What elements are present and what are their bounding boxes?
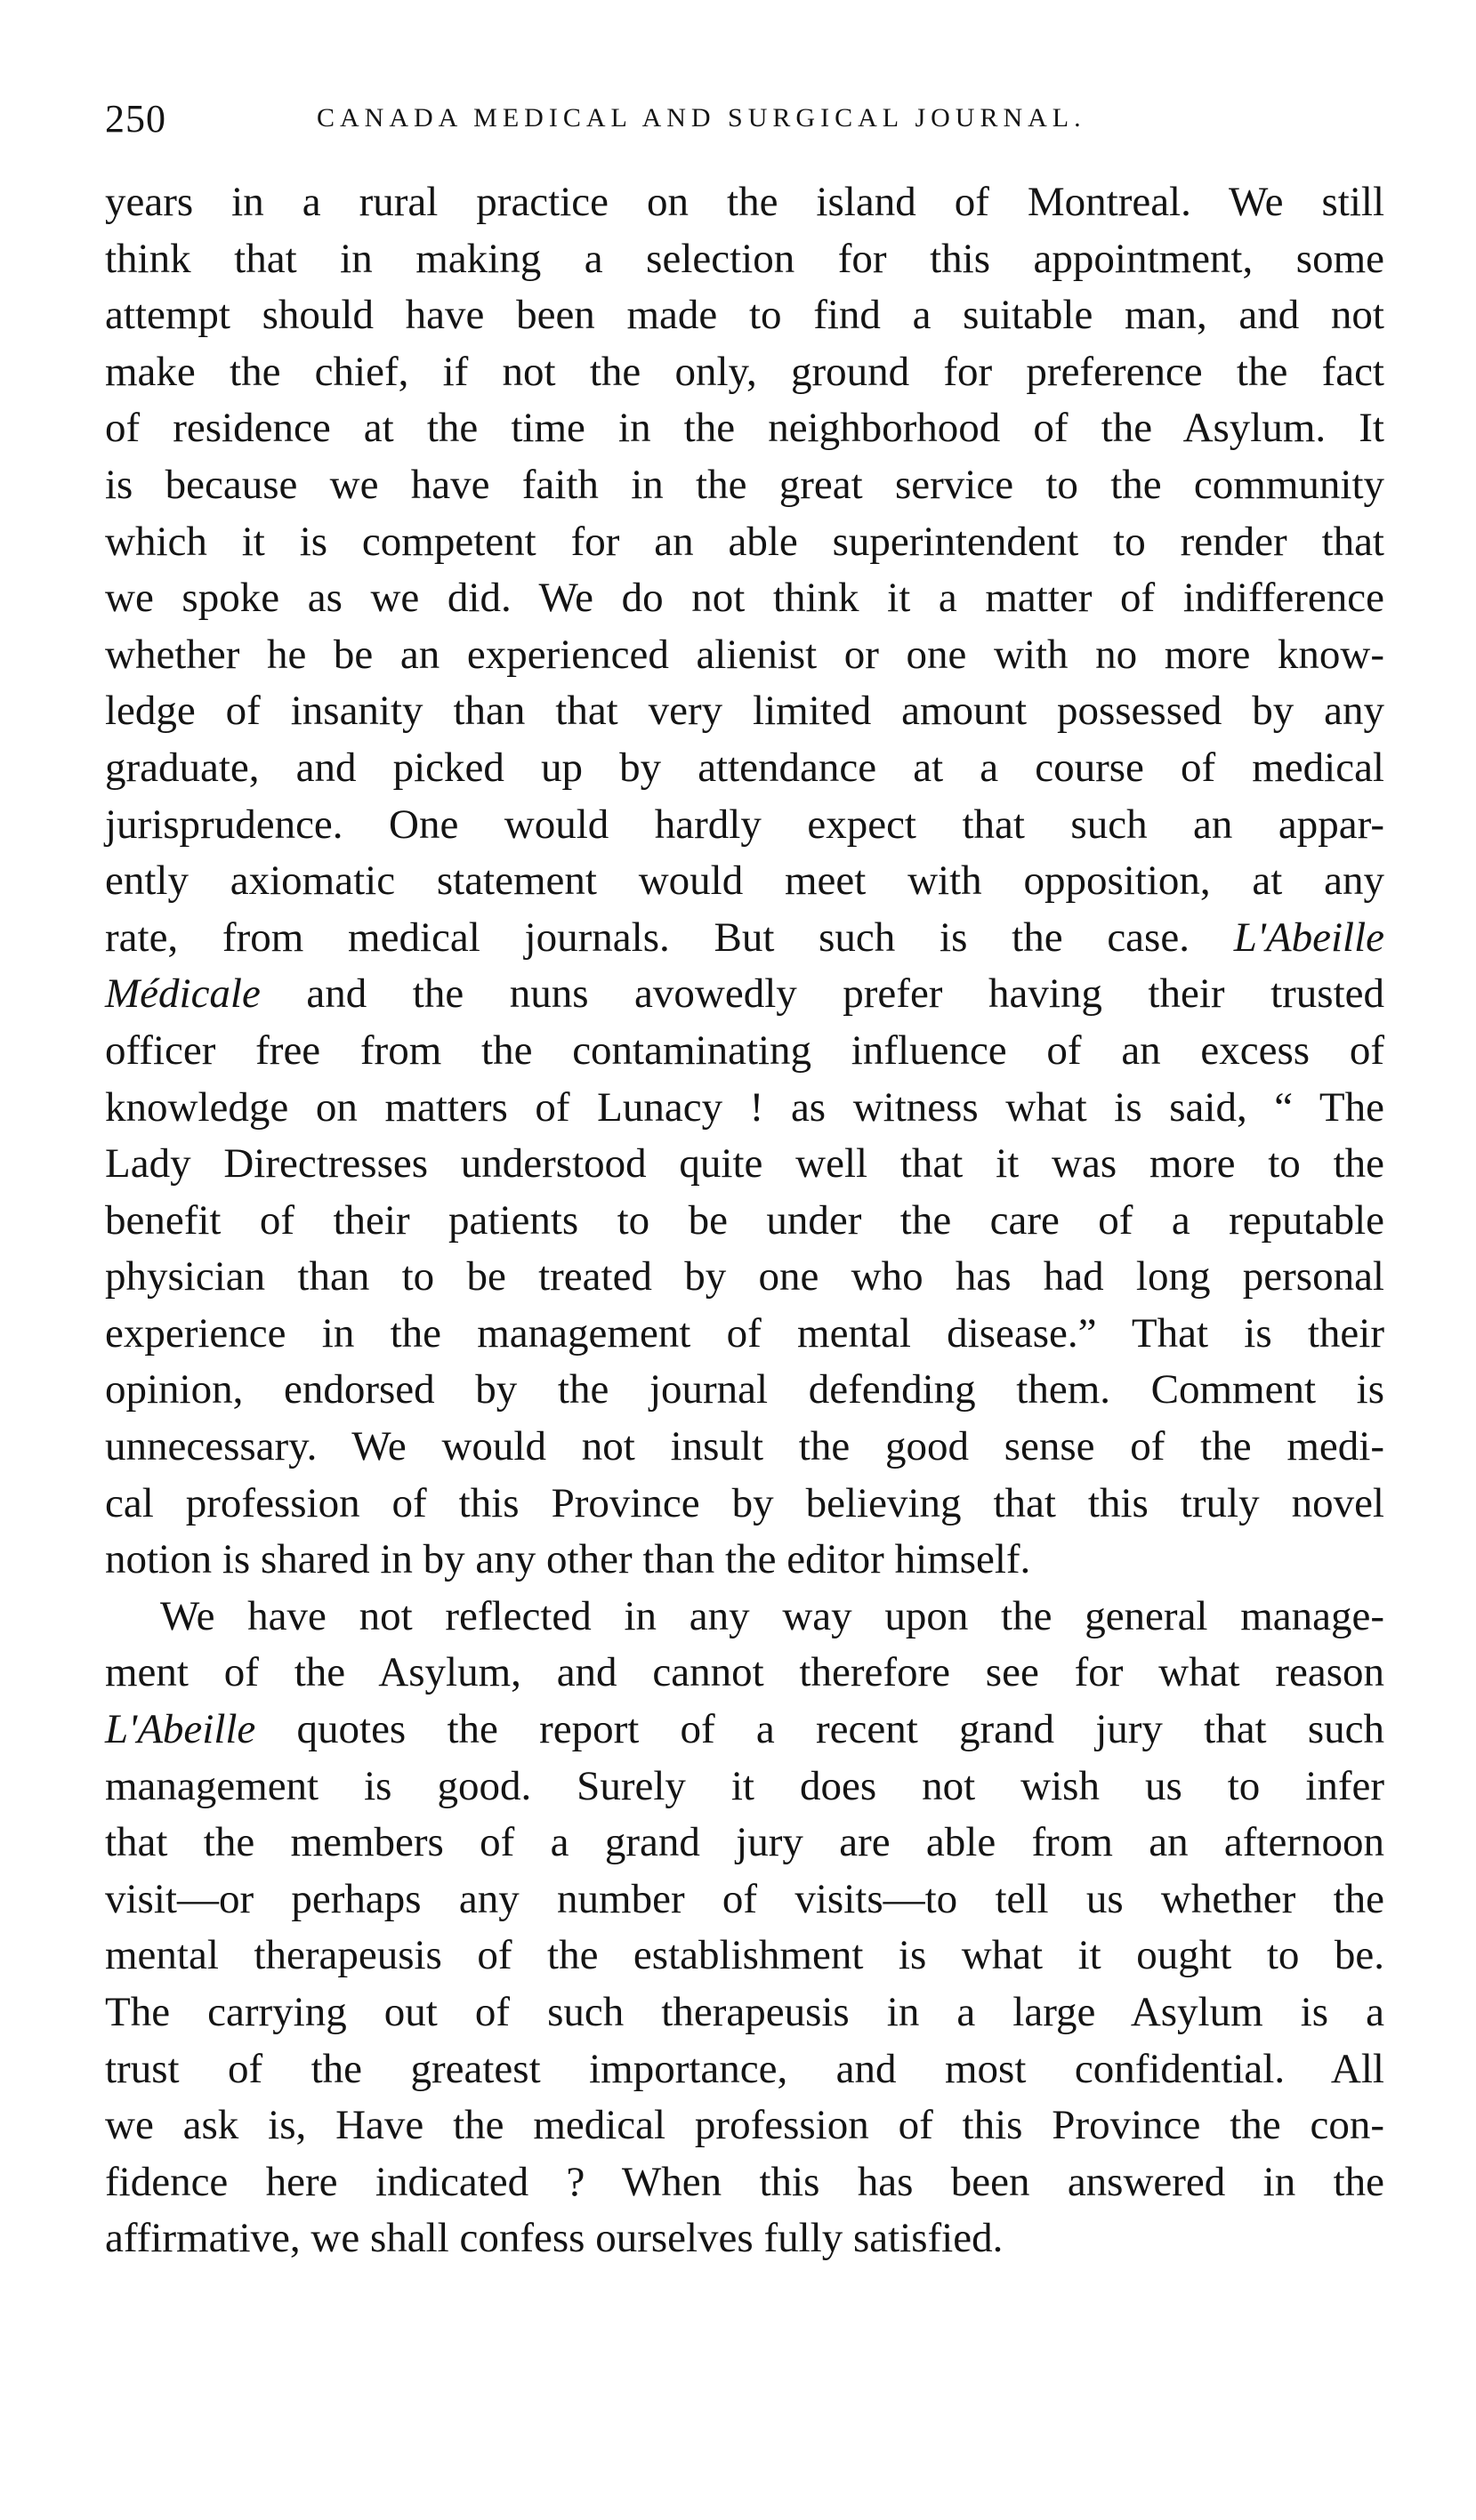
text-line: ment of the Asylum, and cannot therefore see for what reason — [105, 1649, 1384, 1696]
text-line: ently axiomatic statement would meet with opposition, at any — [105, 857, 1384, 905]
text-line: experience in the management of mental disease.” That is their — [105, 1309, 1384, 1357]
text-line: that the members of a grand jury are able from an afternoon — [105, 1819, 1384, 1866]
text-line: We have not reflected in any way upon the general manage- — [160, 1592, 1384, 1639]
text-fragment: rate, from medical journals. But such is the case. — [105, 914, 1190, 961]
italic-journal-name: L'Abeille — [105, 1706, 256, 1753]
text-line-with-title — [105, 966, 1384, 1023]
text-line: years in a rural practice on the island of Montreal. We still — [105, 179, 1384, 225]
italic-journal-name: L'Abeille — [1233, 914, 1385, 961]
text-line: officer free from the contaminating influence of an excess of — [105, 1027, 1384, 1074]
text-line: ledge of insanity than that very limited amount possessed by any — [105, 688, 1384, 735]
text-line: jurisprudence. One would hardly expect that such an appar- — [105, 801, 1384, 848]
text-line: visit—or perhaps any number of visits—to tell us whether the — [105, 1875, 1384, 1922]
text-line: think that in making a selection for this appointment, some — [105, 235, 1384, 282]
text-line: is because we have faith in the great service to the community — [105, 461, 1384, 508]
text-line: knowledge on matters of Lunacy ! as witness what is said, “ The — [105, 1083, 1384, 1131]
text-line-with-title — [105, 1702, 1384, 1759]
text-line: of residence at the time in the neighborhood of the Asylum. It — [105, 405, 1384, 452]
text-line: mental therapeusis of the establishment is what it ought to be. — [105, 1932, 1384, 1979]
journal-title: CANADA MEDICAL AND SURGICAL JOURNAL. — [317, 103, 1086, 133]
text-line: management is good. Surely it does not wish us to infer — [105, 1762, 1384, 1809]
text-line: trust of the greatest importance, and most confidential. All — [105, 2045, 1384, 2092]
page-number: 250 — [105, 97, 166, 141]
running-head — [105, 96, 1386, 149]
text-line: whether he be an experienced alienist or one with no more know- — [105, 631, 1384, 678]
text-line: benefit of their patients to be under the care of a reputable — [105, 1196, 1384, 1244]
text-line: unnecessary. We would not insult the good sense of the medi- — [105, 1423, 1384, 1470]
text-line: notion is shared in by any other than the editor himself. — [105, 1536, 1031, 1583]
paragraph-1 — [105, 174, 1384, 1589]
article-body — [105, 174, 1384, 2267]
text-line: Lady Directresses understood quite well that it was more to the — [105, 1140, 1384, 1188]
text-line: cal profession of this Province by believing that this truly novel — [105, 1479, 1384, 1526]
italic-journal-name: Médicale — [105, 970, 261, 1018]
text-line-with-title — [105, 910, 1384, 967]
text-fragment: quotes the report of a recent grand jury that such — [296, 1706, 1384, 1753]
text-fragment: and the nuns avowedly prefer having their trusted — [306, 970, 1385, 1018]
text-line: The carrying out of such therapeusis in a large Asylum is a — [105, 1989, 1384, 2035]
paragraph-2 — [105, 1589, 1384, 2267]
text-line: we ask is, Have the medical profession of this Province the con- — [105, 2102, 1384, 2149]
text-line: we spoke as we did. We do not think it a matter of indifference — [105, 575, 1384, 622]
text-line: make the chief, if not the only, ground for preference the fact — [105, 348, 1384, 395]
text-line: which it is competent for an able superintendent to render that — [105, 518, 1384, 565]
text-line: fidence here indicated ? When this has been answered in the — [105, 2158, 1384, 2205]
text-line-final: affirmative, we shall confess ourselves fully satisfied. — [105, 2215, 1004, 2262]
text-line: graduate, and picked up by attendance at a course of medical — [105, 744, 1384, 791]
text-line: opinion, endorsed by the journal defending them. Comment is — [105, 1366, 1384, 1413]
text-line: physician than to be treated by one who has had long personal — [105, 1253, 1384, 1300]
text-line: attempt should have been made to find a suitable man, and not — [105, 292, 1384, 339]
